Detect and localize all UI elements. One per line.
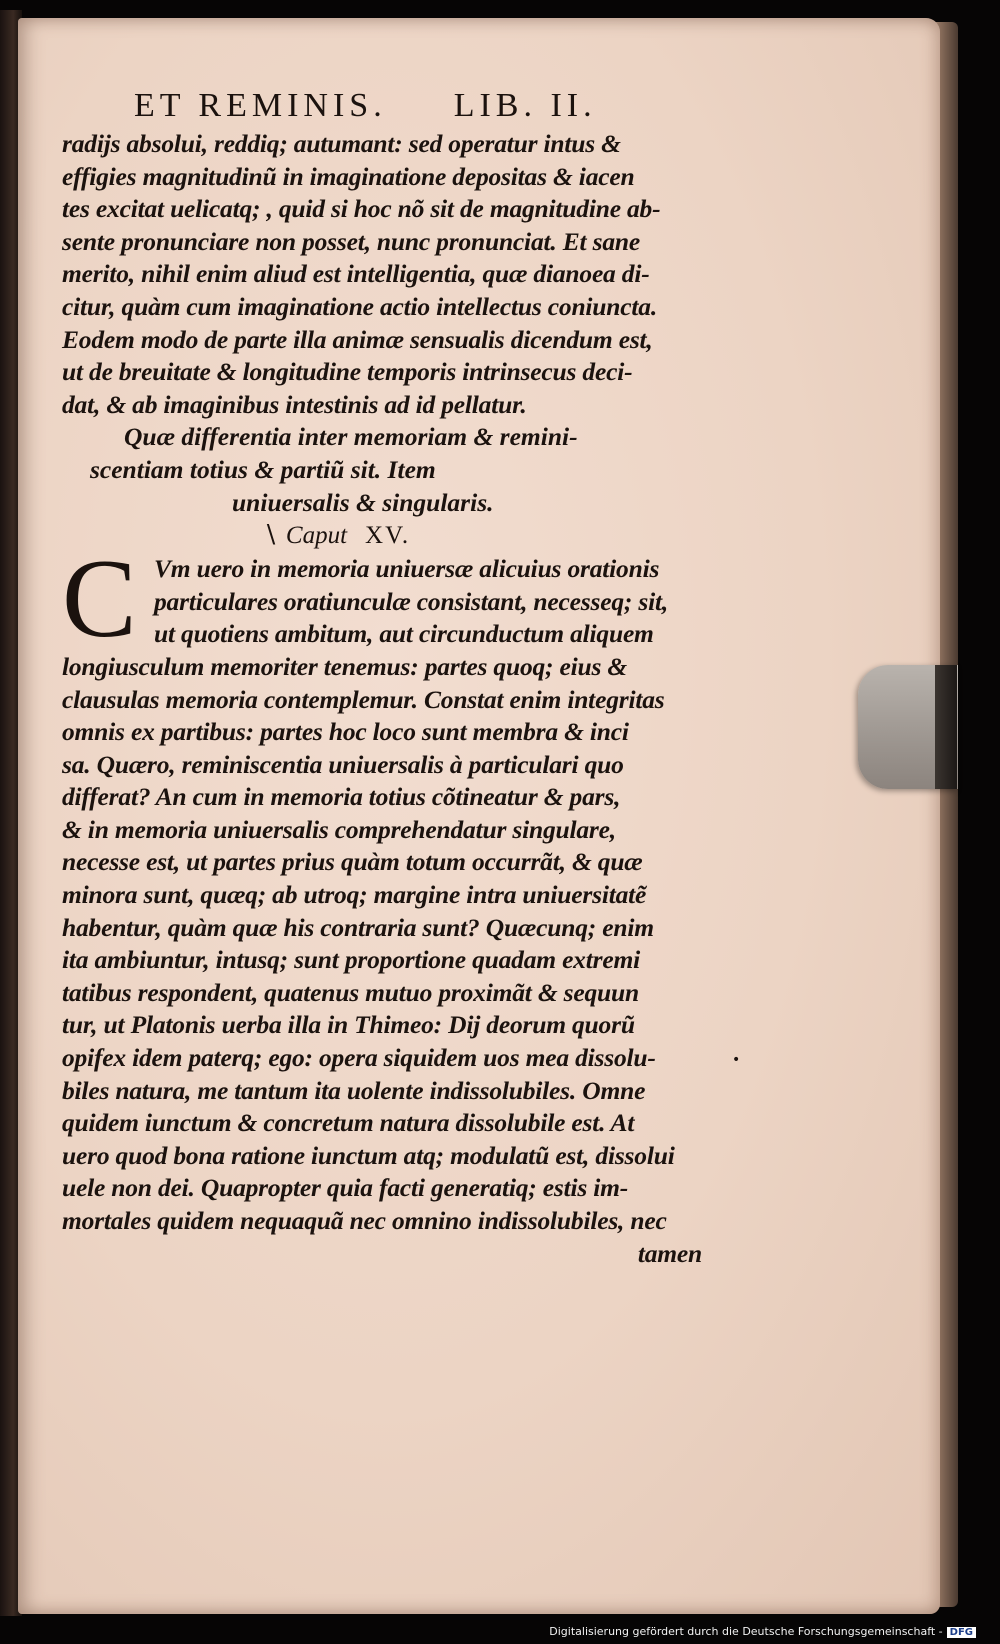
chapter-roman-numeral: XV. — [365, 522, 411, 550]
digitization-credit-text: Digitalisierung gefördert durch die Deutsche Forschungsgemeinschaft - — [549, 1625, 943, 1638]
text-line: ita ambiuntur, intusq; sunt proportione quadam extremi — [62, 945, 640, 975]
chapter-heading-line: scentiam totius & partiũ sit. Item — [90, 454, 436, 484]
text-line: differat? An cum in memoria totius cõtineatur & pars, — [62, 782, 621, 812]
paragraph-body — [62, 537, 712, 1270]
text-line: longiusculum memoriter tenemus: partes quoq; eius & — [62, 651, 628, 681]
running-header-right: LIB. II. — [453, 87, 597, 124]
text-line: sa. Quæro, reminiscentia uniuersalis à particulari quo — [62, 749, 624, 779]
section-mark-icon: ∖ — [262, 522, 278, 550]
chapter-heading-line: uniuersalis & singularis. — [232, 487, 494, 517]
text-line: mortales quidem nequaquã nec omnino indissolubiles, nec — [62, 1206, 667, 1235]
text-line: merito, nihil enim aliud est intelligentia, quæ dianoea di- — [62, 259, 650, 289]
text-line: tes excitat uelicatq; , quid si hoc nõ sit de magnitudine ab- — [62, 194, 661, 224]
catchword: tamen — [637, 1238, 702, 1268]
page-text — [62, 84, 712, 1270]
paragraph-top — [62, 128, 712, 421]
running-header — [134, 84, 712, 128]
text-line: quidem iunctum & concretum natura dissolubile est. At — [62, 1108, 635, 1138]
drop-cap-initial: C — [62, 537, 137, 662]
digitization-credit — [549, 1625, 976, 1638]
text-line: omnis ex partibus: partes hoc loco sunt membra & inci — [62, 717, 629, 747]
chapter-heading — [62, 421, 712, 519]
text-line: opifex idem paterq; ego: opera siquidem uos mea dissolu- — [62, 1043, 656, 1073]
text-line: particulares oratiunculæ consistant, necesseq; sit, — [154, 586, 669, 616]
chapter-number — [262, 519, 712, 553]
text-line: uero quod bona ratione iunctum atq; modulatũ est, dissolui — [62, 1140, 675, 1170]
text-line: necesse est, ut partes prius quàm totum occurrãt, & quæ — [62, 847, 643, 877]
text-line: effigies magnitudinũ in imaginatione depositas & iacen — [62, 161, 635, 191]
text-line: Vm uero in memoria uniuersæ alicuius orationis — [154, 554, 660, 584]
text-line: tatibus respondent, quatenus mutuo proximãt & sequun — [62, 977, 639, 1007]
dfg-logo: DFG — [947, 1627, 976, 1638]
text-line: & in memoria uniuersalis comprehendatur singulare, — [62, 814, 616, 844]
text-line: sente pronunciare non posset, nunc pronunciat. Et sane — [62, 226, 640, 256]
text-line: clausulas memoria contemplemur. Constat enim integritas — [62, 684, 665, 714]
text-line: minora sunt, quæq; ab utroq; margine intra uniuersitatẽ — [62, 880, 647, 910]
text-line: ut quotiens ambitum, aut circunductum aliquem — [154, 619, 654, 649]
margin-mark-icon: • — [732, 1052, 741, 1068]
running-header-left: ET REMINIS. — [134, 87, 387, 124]
text-line: uele non dei. Quapropter quia facti generatiq; estis im- — [62, 1173, 629, 1203]
text-line: Eodem modo de parte illa animæ sensualis dicendum est, — [62, 324, 653, 354]
bookmark-shadow — [935, 665, 957, 789]
text-line: citur, quàm cum imaginatione actio intellectus coniuncta. — [62, 291, 657, 321]
text-line: dat, & ab imaginibus intestinis ad id pellatur. — [62, 389, 527, 419]
text-line: radijs absolui, reddiq; autumant: sed operatur intus & — [62, 129, 621, 158]
text-line: biles natura, me tantum ita uolente indissolubiles. Omne — [62, 1075, 646, 1105]
text-line: ut de breuitate & longitudine temporis intrinsecus deci- — [62, 357, 633, 387]
text-line: habentur, quàm quæ his contraria sunt? Quæcunq; enim — [62, 912, 654, 942]
chapter-label: Caput — [285, 522, 348, 550]
text-line: tur, ut Platonis uerba illa in Thimeo: Dij deorum quorũ — [62, 1010, 635, 1040]
chapter-heading-line: Quæ differentia inter memoriam & remini- — [124, 422, 578, 452]
